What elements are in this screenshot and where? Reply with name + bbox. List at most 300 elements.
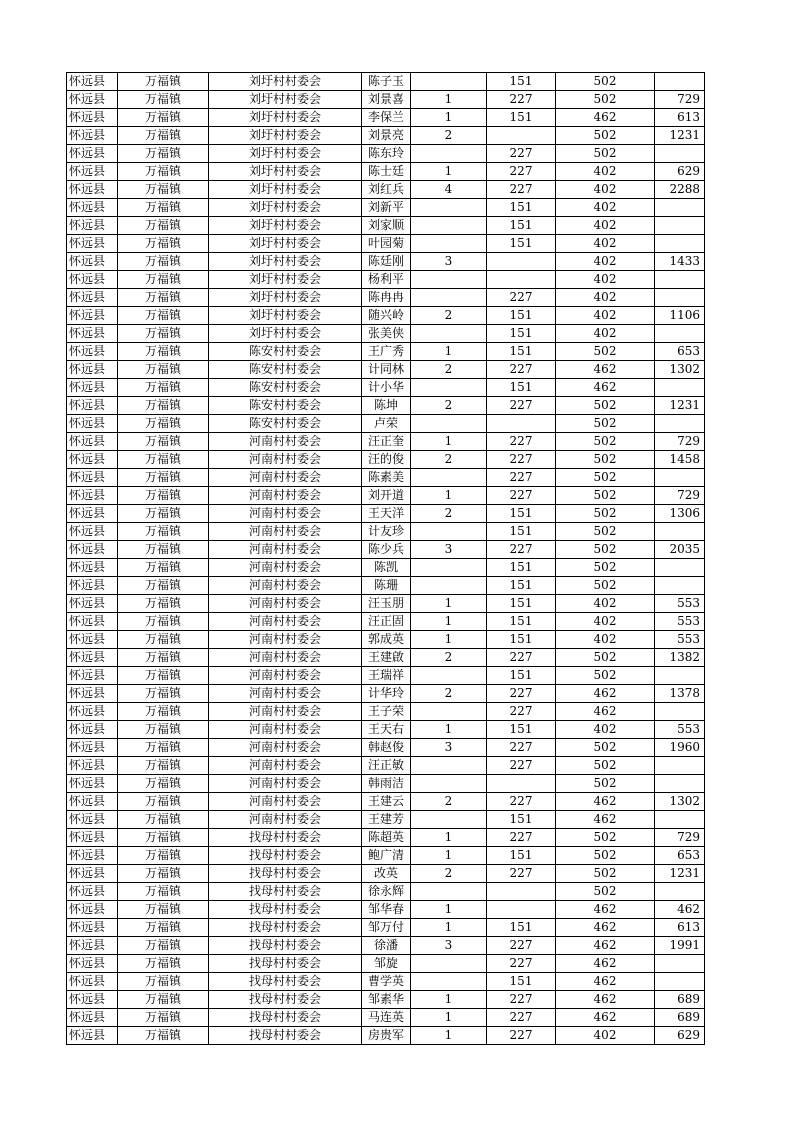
count-cell (411, 667, 487, 685)
village-cell: 河南村村委会 (209, 811, 362, 829)
village-cell: 河南村村委会 (209, 613, 362, 631)
town-cell: 万福镇 (118, 217, 209, 235)
village-cell: 河南村村委会 (209, 595, 362, 613)
name-cell: 陈超英 (362, 829, 411, 847)
town-cell: 万福镇 (118, 559, 209, 577)
name-cell: 马连英 (362, 1009, 411, 1027)
v1-cell: 227 (487, 1009, 556, 1027)
total-cell: 729 (655, 487, 705, 505)
count-cell (411, 523, 487, 541)
county-cell: 怀远县 (67, 865, 118, 883)
v2-cell: 462 (556, 991, 655, 1009)
town-cell: 万福镇 (118, 235, 209, 253)
county-cell: 怀远县 (67, 307, 118, 325)
total-cell: 1231 (655, 397, 705, 415)
v1-cell: 151 (487, 721, 556, 739)
town-cell: 万福镇 (118, 775, 209, 793)
name-cell: 徐潘 (362, 937, 411, 955)
town-cell: 万福镇 (118, 955, 209, 973)
name-cell: 徐永辉 (362, 883, 411, 901)
v2-cell: 502 (556, 541, 655, 559)
count-cell: 2 (411, 127, 487, 145)
v2-cell: 402 (556, 271, 655, 289)
v2-cell: 402 (556, 613, 655, 631)
v2-cell: 502 (556, 73, 655, 91)
v1-cell: 227 (487, 289, 556, 307)
v1-cell: 227 (487, 361, 556, 379)
v1-cell: 227 (487, 469, 556, 487)
town-cell: 万福镇 (118, 613, 209, 631)
county-cell: 怀远县 (67, 199, 118, 217)
name-cell: 陈少兵 (362, 541, 411, 559)
village-cell: 找母村村委会 (209, 829, 362, 847)
village-cell: 刘圩村村委会 (209, 109, 362, 127)
name-cell: 李保兰 (362, 109, 411, 127)
total-cell (655, 289, 705, 307)
village-cell: 刘圩村村委会 (209, 163, 362, 181)
count-cell (411, 271, 487, 289)
total-cell: 729 (655, 433, 705, 451)
county-cell: 怀远县 (67, 415, 118, 433)
town-cell: 万福镇 (118, 181, 209, 199)
count-cell (411, 757, 487, 775)
v1-cell: 151 (487, 631, 556, 649)
count-cell (411, 703, 487, 721)
v2-cell: 402 (556, 1027, 655, 1045)
count-cell: 1 (411, 847, 487, 865)
v1-cell: 227 (487, 541, 556, 559)
village-cell: 河南村村委会 (209, 451, 362, 469)
v1-cell: 151 (487, 325, 556, 343)
v1-cell (487, 127, 556, 145)
v1-cell: 227 (487, 829, 556, 847)
table-row (67, 433, 705, 451)
count-cell (411, 379, 487, 397)
county-cell: 怀远县 (67, 235, 118, 253)
count-cell: 1 (411, 487, 487, 505)
v2-cell: 502 (556, 469, 655, 487)
name-cell: 王广秀 (362, 343, 411, 361)
count-cell: 1 (411, 595, 487, 613)
village-cell: 刘圩村村委会 (209, 73, 362, 91)
v2-cell: 502 (556, 559, 655, 577)
count-cell (411, 577, 487, 595)
county-cell: 怀远县 (67, 721, 118, 739)
village-cell: 刘圩村村委会 (209, 307, 362, 325)
total-cell (655, 667, 705, 685)
town-cell: 万福镇 (118, 577, 209, 595)
v1-cell: 151 (487, 523, 556, 541)
table-row (67, 811, 705, 829)
table-row (67, 883, 705, 901)
county-cell: 怀远县 (67, 919, 118, 937)
total-cell (655, 199, 705, 217)
data-table (66, 72, 705, 1045)
total-cell: 1231 (655, 127, 705, 145)
count-cell (411, 469, 487, 487)
town-cell: 万福镇 (118, 307, 209, 325)
village-cell: 河南村村委会 (209, 793, 362, 811)
total-cell: 689 (655, 991, 705, 1009)
count-cell (411, 145, 487, 163)
v2-cell: 502 (556, 505, 655, 523)
county-cell: 怀远县 (67, 811, 118, 829)
total-cell (655, 145, 705, 163)
count-cell: 2 (411, 307, 487, 325)
county-cell: 怀远县 (67, 145, 118, 163)
county-cell: 怀远县 (67, 973, 118, 991)
town-cell: 万福镇 (118, 271, 209, 289)
village-cell: 刘圩村村委会 (209, 217, 362, 235)
total-cell (655, 955, 705, 973)
count-cell (411, 775, 487, 793)
village-cell: 河南村村委会 (209, 433, 362, 451)
name-cell: 王建云 (362, 793, 411, 811)
total-cell: 1302 (655, 793, 705, 811)
table-row (67, 487, 705, 505)
count-cell: 1 (411, 991, 487, 1009)
count-cell (411, 973, 487, 991)
count-cell (411, 415, 487, 433)
total-cell (655, 703, 705, 721)
county-cell: 怀远县 (67, 775, 118, 793)
town-cell: 万福镇 (118, 361, 209, 379)
total-cell: 629 (655, 163, 705, 181)
total-cell: 629 (655, 1027, 705, 1045)
v1-cell: 227 (487, 793, 556, 811)
table-row (67, 145, 705, 163)
v1-cell (487, 253, 556, 271)
village-cell: 河南村村委会 (209, 487, 362, 505)
town-cell: 万福镇 (118, 163, 209, 181)
village-cell: 刘圩村村委会 (209, 181, 362, 199)
town-cell: 万福镇 (118, 829, 209, 847)
village-cell: 河南村村委会 (209, 541, 362, 559)
name-cell: 王建啟 (362, 649, 411, 667)
town-cell: 万福镇 (118, 1027, 209, 1045)
table-row (67, 757, 705, 775)
total-cell (655, 235, 705, 253)
table-row (67, 721, 705, 739)
v2-cell: 502 (556, 577, 655, 595)
name-cell: 郭成英 (362, 631, 411, 649)
count-cell: 2 (411, 685, 487, 703)
v2-cell: 502 (556, 127, 655, 145)
v1-cell: 227 (487, 451, 556, 469)
town-cell: 万福镇 (118, 109, 209, 127)
v2-cell: 462 (556, 955, 655, 973)
name-cell: 邹华春 (362, 901, 411, 919)
town-cell: 万福镇 (118, 991, 209, 1009)
total-cell (655, 757, 705, 775)
v2-cell: 502 (556, 757, 655, 775)
village-cell: 陈安村村委会 (209, 415, 362, 433)
total-cell (655, 73, 705, 91)
total-cell: 1458 (655, 451, 705, 469)
county-cell: 怀远县 (67, 667, 118, 685)
town-cell: 万福镇 (118, 667, 209, 685)
village-cell: 找母村村委会 (209, 919, 362, 937)
county-cell: 怀远县 (67, 325, 118, 343)
village-cell: 河南村村委会 (209, 739, 362, 757)
v2-cell: 402 (556, 199, 655, 217)
name-cell: 陈子玉 (362, 73, 411, 91)
village-cell: 河南村村委会 (209, 505, 362, 523)
v1-cell: 151 (487, 847, 556, 865)
v1-cell: 151 (487, 307, 556, 325)
v2-cell: 502 (556, 91, 655, 109)
total-cell: 2035 (655, 541, 705, 559)
v1-cell (487, 415, 556, 433)
v2-cell: 462 (556, 793, 655, 811)
table-row (67, 901, 705, 919)
town-cell: 万福镇 (118, 73, 209, 91)
town-cell: 万福镇 (118, 973, 209, 991)
name-cell: 刘景喜 (362, 91, 411, 109)
county-cell: 怀远县 (67, 181, 118, 199)
name-cell: 王天洋 (362, 505, 411, 523)
name-cell: 计华玲 (362, 685, 411, 703)
county-cell: 怀远县 (67, 649, 118, 667)
table-row (67, 523, 705, 541)
v1-cell: 227 (487, 397, 556, 415)
table-row (67, 271, 705, 289)
name-cell: 随兴岭 (362, 307, 411, 325)
village-cell: 刘圩村村委会 (209, 127, 362, 145)
town-cell: 万福镇 (118, 523, 209, 541)
county-cell: 怀远县 (67, 991, 118, 1009)
town-cell: 万福镇 (118, 127, 209, 145)
table-row (67, 181, 705, 199)
v2-cell: 402 (556, 181, 655, 199)
county-cell: 怀远县 (67, 379, 118, 397)
v1-cell: 151 (487, 973, 556, 991)
village-cell: 河南村村委会 (209, 757, 362, 775)
table-row (67, 577, 705, 595)
count-cell: 4 (411, 181, 487, 199)
table-row (67, 739, 705, 757)
v1-cell: 151 (487, 595, 556, 613)
village-cell: 河南村村委会 (209, 667, 362, 685)
county-cell: 怀远县 (67, 73, 118, 91)
v1-cell: 151 (487, 559, 556, 577)
name-cell: 邹素华 (362, 991, 411, 1009)
count-cell (411, 811, 487, 829)
total-cell: 1306 (655, 505, 705, 523)
village-cell: 陈安村村委会 (209, 397, 362, 415)
name-cell: 刘红兵 (362, 181, 411, 199)
town-cell: 万福镇 (118, 325, 209, 343)
town-cell: 万福镇 (118, 703, 209, 721)
v1-cell: 227 (487, 145, 556, 163)
town-cell: 万福镇 (118, 631, 209, 649)
name-cell: 王建芳 (362, 811, 411, 829)
table-row (67, 937, 705, 955)
count-cell (411, 235, 487, 253)
village-cell: 找母村村委会 (209, 883, 362, 901)
v2-cell: 502 (556, 883, 655, 901)
name-cell: 计同林 (362, 361, 411, 379)
v2-cell: 402 (556, 631, 655, 649)
v1-cell: 227 (487, 703, 556, 721)
table-row (67, 163, 705, 181)
table-row (67, 703, 705, 721)
v1-cell: 227 (487, 685, 556, 703)
v2-cell: 502 (556, 433, 655, 451)
v2-cell: 462 (556, 685, 655, 703)
v2-cell: 502 (556, 523, 655, 541)
county-cell: 怀远县 (67, 703, 118, 721)
v2-cell: 402 (556, 235, 655, 253)
total-cell: 462 (655, 901, 705, 919)
total-cell (655, 973, 705, 991)
total-cell: 653 (655, 847, 705, 865)
v1-cell: 151 (487, 667, 556, 685)
v2-cell: 402 (556, 217, 655, 235)
table-row (67, 307, 705, 325)
table-row (67, 343, 705, 361)
town-cell: 万福镇 (118, 1009, 209, 1027)
town-cell: 万福镇 (118, 199, 209, 217)
town-cell: 万福镇 (118, 757, 209, 775)
county-cell: 怀远县 (67, 559, 118, 577)
v1-cell (487, 775, 556, 793)
total-cell: 553 (655, 595, 705, 613)
name-cell: 计友珍 (362, 523, 411, 541)
county-cell: 怀远县 (67, 361, 118, 379)
name-cell: 汪正敏 (362, 757, 411, 775)
v2-cell: 462 (556, 1009, 655, 1027)
name-cell: 陈东玲 (362, 145, 411, 163)
table-row (67, 127, 705, 145)
village-cell: 河南村村委会 (209, 631, 362, 649)
name-cell: 杨利平 (362, 271, 411, 289)
village-cell: 刘圩村村委会 (209, 91, 362, 109)
name-cell: 陈凯 (362, 559, 411, 577)
table-row (67, 253, 705, 271)
town-cell: 万福镇 (118, 901, 209, 919)
total-cell (655, 811, 705, 829)
table-row (67, 847, 705, 865)
village-cell: 刘圩村村委会 (209, 145, 362, 163)
town-cell: 万福镇 (118, 685, 209, 703)
count-cell: 2 (411, 361, 487, 379)
v1-cell: 151 (487, 379, 556, 397)
name-cell: 改英 (362, 865, 411, 883)
total-cell: 553 (655, 613, 705, 631)
county-cell: 怀远县 (67, 631, 118, 649)
name-cell: 刘新平 (362, 199, 411, 217)
county-cell: 怀远县 (67, 127, 118, 145)
village-cell: 找母村村委会 (209, 847, 362, 865)
table-row (67, 1027, 705, 1045)
count-cell (411, 73, 487, 91)
total-cell (655, 379, 705, 397)
county-cell: 怀远县 (67, 901, 118, 919)
v1-cell: 151 (487, 343, 556, 361)
count-cell: 1 (411, 109, 487, 127)
count-cell: 2 (411, 649, 487, 667)
name-cell: 卢荣 (362, 415, 411, 433)
county-cell: 怀远县 (67, 397, 118, 415)
county-cell: 怀远县 (67, 343, 118, 361)
village-cell: 找母村村委会 (209, 955, 362, 973)
county-cell: 怀远县 (67, 163, 118, 181)
town-cell: 万福镇 (118, 865, 209, 883)
v1-cell (487, 271, 556, 289)
v2-cell: 402 (556, 253, 655, 271)
total-cell (655, 577, 705, 595)
total-cell: 1302 (655, 361, 705, 379)
county-cell: 怀远县 (67, 685, 118, 703)
county-cell: 怀远县 (67, 217, 118, 235)
table-row (67, 361, 705, 379)
village-cell: 刘圩村村委会 (209, 199, 362, 217)
v2-cell: 502 (556, 487, 655, 505)
town-cell: 万福镇 (118, 505, 209, 523)
table-row (67, 865, 705, 883)
county-cell: 怀远县 (67, 1027, 118, 1045)
name-cell: 刘景亮 (362, 127, 411, 145)
town-cell: 万福镇 (118, 847, 209, 865)
village-cell: 刘圩村村委会 (209, 235, 362, 253)
v1-cell: 227 (487, 757, 556, 775)
v1-cell: 227 (487, 91, 556, 109)
count-cell (411, 883, 487, 901)
name-cell: 王天右 (362, 721, 411, 739)
county-cell: 怀远县 (67, 505, 118, 523)
county-cell: 怀远县 (67, 613, 118, 631)
village-cell: 河南村村委会 (209, 703, 362, 721)
village-cell: 找母村村委会 (209, 973, 362, 991)
count-cell: 1 (411, 631, 487, 649)
village-cell: 找母村村委会 (209, 865, 362, 883)
county-cell: 怀远县 (67, 937, 118, 955)
total-cell: 613 (655, 109, 705, 127)
v1-cell: 151 (487, 109, 556, 127)
v2-cell: 402 (556, 163, 655, 181)
v2-cell: 502 (556, 847, 655, 865)
name-cell: 邹旋 (362, 955, 411, 973)
county-cell: 怀远县 (67, 289, 118, 307)
name-cell: 计小华 (362, 379, 411, 397)
county-cell: 怀远县 (67, 739, 118, 757)
count-cell: 1 (411, 1009, 487, 1027)
total-cell (655, 883, 705, 901)
town-cell: 万福镇 (118, 487, 209, 505)
county-cell: 怀远县 (67, 253, 118, 271)
town-cell: 万福镇 (118, 145, 209, 163)
town-cell: 万福镇 (118, 379, 209, 397)
v2-cell: 402 (556, 325, 655, 343)
county-cell: 怀远县 (67, 595, 118, 613)
count-cell (411, 289, 487, 307)
village-cell: 河南村村委会 (209, 577, 362, 595)
village-cell: 找母村村委会 (209, 937, 362, 955)
town-cell: 万福镇 (118, 451, 209, 469)
total-cell (655, 217, 705, 235)
table-body (67, 73, 705, 1045)
count-cell: 1 (411, 919, 487, 937)
v2-cell: 502 (556, 667, 655, 685)
total-cell (655, 559, 705, 577)
count-cell: 1 (411, 901, 487, 919)
town-cell: 万福镇 (118, 649, 209, 667)
total-cell: 1991 (655, 937, 705, 955)
table-row (67, 289, 705, 307)
v2-cell: 402 (556, 289, 655, 307)
village-cell: 找母村村委会 (209, 991, 362, 1009)
